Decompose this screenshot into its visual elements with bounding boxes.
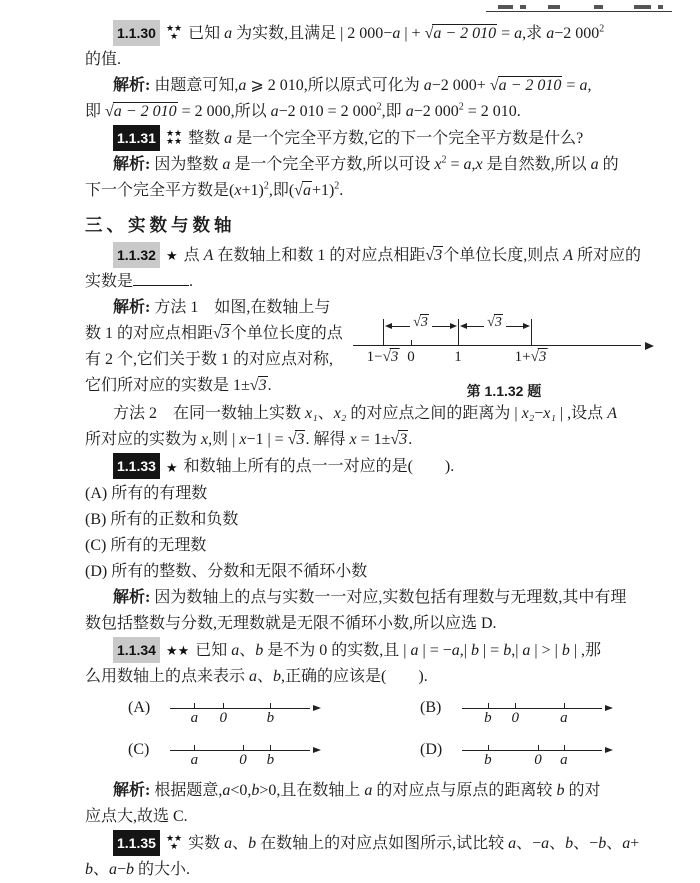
axis-label: 0 bbox=[407, 349, 415, 366]
solution-line: 有 2 个,它们关于数 1 的对应点对称, bbox=[85, 351, 334, 369]
difficulty-stars-icon: ★ bbox=[165, 248, 178, 264]
section-heading: 三、实数与数轴 bbox=[85, 215, 236, 235]
tick-mark-zero bbox=[411, 340, 412, 345]
problem-1-1-31-solution-2: 下一个完全平方数是$(x+1)^2$,即$(√a+1)^2$. bbox=[85, 180, 344, 199]
choice-D-diagram bbox=[420, 736, 614, 774]
tick-mark bbox=[270, 745, 271, 750]
problem-1-1-30-line-1 bbox=[85, 20, 676, 47]
problem-1-1-33-solution-1: 解析: 因为数轴上的点与实数一一对应,实数包括有理数与无理数,其中有理 bbox=[113, 588, 627, 606]
choice-B-diagram bbox=[420, 694, 614, 732]
problem-number-badge: 1.1.30 bbox=[113, 20, 160, 46]
solution-line: 解析: 方法 1 如图,在数轴上与 bbox=[113, 299, 331, 317]
problem-1-1-34-solution-1: 解析: 根据题意,a<0,b>0,且在数轴上 a 的对应点与原点的距离较 b 的对 bbox=[113, 781, 601, 799]
header-glyph-fragment bbox=[520, 5, 526, 9]
problem-1-1-34-line-2: 么用数轴上的点来表示 a、b,正确的应该是( ). bbox=[85, 667, 428, 685]
problem-1-1-30-solution-2: 即 √a − 2 010 = 2 000,所以 a−2 010 = 2 $000^2$,即 a−2 $000^2 = 2$ 010. bbox=[85, 101, 521, 120]
tick-mark bbox=[194, 703, 195, 708]
choice-label: (A) bbox=[128, 698, 151, 716]
problem-text: 点 A 在数轴上和数 1 的对应点相距√3个单位长度,则点 A 所对应的 bbox=[183, 247, 641, 264]
number-line-axis bbox=[170, 750, 310, 751]
header-glyph-fragment bbox=[634, 5, 651, 9]
tick-label: 0 bbox=[534, 751, 542, 768]
tick-mark bbox=[194, 745, 195, 750]
choice-row-2 bbox=[128, 736, 676, 774]
distance-arrow bbox=[460, 315, 530, 332]
tick-label: a bbox=[190, 709, 199, 726]
problem-1-1-33-solution-2: 数包括整数与分数,无理数就是无限不循环小数,所以应选 D. bbox=[85, 614, 497, 632]
number-line-diagram bbox=[462, 736, 614, 772]
problem-number-badge: 1.1.31 bbox=[113, 125, 160, 151]
tick-label: a bbox=[190, 751, 199, 768]
tick-mark bbox=[383, 319, 384, 345]
number-line-diagram bbox=[462, 694, 614, 730]
header-glyph-fragment bbox=[498, 5, 513, 9]
figure-caption: 第 1.1.32 题 bbox=[466, 383, 542, 400]
tick-mark bbox=[458, 319, 459, 345]
tick-label: 0 bbox=[239, 751, 247, 768]
choice-row-1 bbox=[128, 694, 676, 732]
problem-number-badge: 1.1.35 bbox=[113, 830, 160, 856]
tick-label: b bbox=[484, 751, 492, 768]
choice-A-diagram bbox=[128, 694, 322, 732]
difficulty-stars-icon: ★★ ★ bbox=[165, 833, 183, 852]
choice-D: (D) 所有的整数、分数和无限不循环小数 bbox=[85, 562, 368, 580]
problem-1-1-32-method-2-line-2: 所对应的实数为 x,则 | x−1 | = √3. 解得 x = 1±√3. bbox=[85, 431, 413, 449]
axis-arrow-icon bbox=[313, 705, 321, 711]
number-line-axis bbox=[353, 345, 641, 346]
number-line-axis bbox=[462, 750, 602, 751]
tick-mark bbox=[515, 703, 516, 708]
problem-text: 已知 a、b 是不为 0 的实数,且 | a | = −a,| b | = b,| a | > | b | ,那 bbox=[195, 641, 602, 659]
axis-label: 1+√3 bbox=[514, 349, 547, 366]
choice-C: (C) 所有的无理数 bbox=[85, 536, 207, 554]
problem-text: 和数轴上所有的点一一对应的是( ). bbox=[183, 458, 455, 476]
tick-label: 0 bbox=[219, 709, 227, 726]
problem-1-1-34-line-1 bbox=[85, 637, 676, 664]
distance-label: √3 bbox=[413, 315, 428, 331]
choice-label: (B) bbox=[420, 698, 442, 716]
problem-1-1-35-line-2: b、a−b 的大小. bbox=[85, 860, 191, 878]
problem-number-badge: 1.1.32 bbox=[113, 242, 160, 268]
arrowhead-left-icon bbox=[460, 323, 467, 329]
arrowhead-right-icon bbox=[450, 323, 457, 329]
number-line-diagram bbox=[353, 301, 655, 371]
tick-label: b bbox=[484, 709, 492, 726]
problem-1-1-32-line-2: 实数是 . bbox=[85, 273, 194, 291]
solution-text-column bbox=[85, 295, 347, 401]
tick-mark bbox=[564, 703, 565, 708]
difficulty-stars-icon: ★★ ★ bbox=[165, 23, 183, 42]
tick-label: a bbox=[560, 709, 568, 726]
number-line-diagram bbox=[170, 736, 322, 772]
header-glyph-fragment bbox=[594, 5, 603, 9]
tick-mark bbox=[488, 703, 489, 708]
tick-mark bbox=[243, 745, 244, 750]
figure-1-1-32 bbox=[353, 295, 655, 401]
problem-1-1-31-line-1 bbox=[85, 125, 676, 152]
tick-label: 0 bbox=[511, 709, 519, 726]
number-line-diagram bbox=[170, 694, 322, 730]
problem-1-1-33-line-1 bbox=[85, 453, 676, 480]
choice-C-diagram bbox=[128, 736, 322, 774]
axis-arrow-icon bbox=[645, 342, 654, 350]
arrowhead-left-icon bbox=[385, 323, 392, 329]
tick-mark bbox=[531, 319, 532, 345]
header-glyph-fragment bbox=[658, 5, 663, 9]
distance-arrow bbox=[385, 315, 457, 332]
axis-arrow-icon bbox=[605, 705, 613, 711]
axis-label: 1−√3 bbox=[366, 349, 399, 366]
difficulty-stars-icon: ★★ ★★ bbox=[165, 128, 183, 147]
problem-number-badge: 1.1.34 bbox=[113, 637, 160, 663]
axis-arrow-icon bbox=[605, 747, 613, 753]
solution-line: 它们所对应的实数是 1±√3. bbox=[85, 377, 272, 395]
axis-label: 1 bbox=[454, 349, 462, 366]
problem-1-1-32-method-2-line-1: 方法 2 在同一数轴上实数 x₁、x₂ 的对应点之间的距离为 | x₂−x₁ | ,设点 A bbox=[113, 405, 617, 423]
choice-A: (A) 所有的有理数 bbox=[85, 484, 208, 502]
problem-1-1-31-solution-1: 解析: 因为整数 a 是一个完全平方数,所以可设 $x^2 = a,x$ 是自然数,所以 a 的 bbox=[113, 154, 619, 173]
problem-1-1-34-solution-2: 应点大,故选 C. bbox=[85, 807, 188, 825]
problem-1-1-32-solution-with-figure bbox=[85, 295, 676, 401]
tick-mark bbox=[270, 703, 271, 708]
distance-label: √3 bbox=[487, 315, 502, 331]
header-glyph-fragment bbox=[548, 5, 560, 9]
choice-B: (B) 所有的正数和负数 bbox=[85, 510, 239, 528]
tick-mark bbox=[538, 745, 539, 750]
problem-text: 整数 a 是一个完全平方数,它的下一个完全平方数是什么? bbox=[188, 130, 584, 147]
solution-line: 数 1 的对应点相距√3个单位长度的点 bbox=[85, 325, 343, 343]
page-header-clipped bbox=[486, 0, 672, 12]
arrowhead-right-icon bbox=[523, 323, 530, 329]
tick-label: b bbox=[266, 751, 275, 768]
problem-1-1-30-line-2: 的值. bbox=[85, 51, 122, 68]
number-line-axis bbox=[170, 708, 310, 709]
difficulty-stars-icon: ★ bbox=[165, 459, 178, 475]
tick-label: b bbox=[266, 709, 275, 726]
axis-arrow-icon bbox=[313, 747, 321, 753]
tick-mark bbox=[223, 703, 224, 708]
tick-mark bbox=[564, 745, 565, 750]
problem-1-1-30-solution-1: 解析: 由题意可知,a ⩾ 2 010,所以原式可化为 a−2 000+ √a − 2 010 = a, bbox=[113, 77, 592, 94]
problem-1-1-35-line-1 bbox=[85, 830, 676, 857]
problem-1-1-32-line-1 bbox=[85, 242, 676, 269]
tick-label: a bbox=[560, 751, 568, 768]
problem-text: 实数 a、b 在数轴上的对应点如图所示,试比较 a、−a、b、−b、a+ bbox=[188, 834, 640, 852]
difficulty-stars-icon: ★★ bbox=[165, 642, 190, 658]
choice-label: (D) bbox=[420, 740, 443, 758]
choice-diagrams bbox=[128, 694, 676, 774]
tick-mark bbox=[488, 745, 489, 750]
problem-text: 已知 a 为实数,且满足 | 2 000−a | + √a − 2 010 = a,求 a−2 $000^2$ bbox=[188, 23, 605, 42]
problem-number-badge: 1.1.33 bbox=[113, 453, 160, 479]
number-line-axis bbox=[462, 708, 602, 709]
choice-label: (C) bbox=[128, 740, 150, 758]
